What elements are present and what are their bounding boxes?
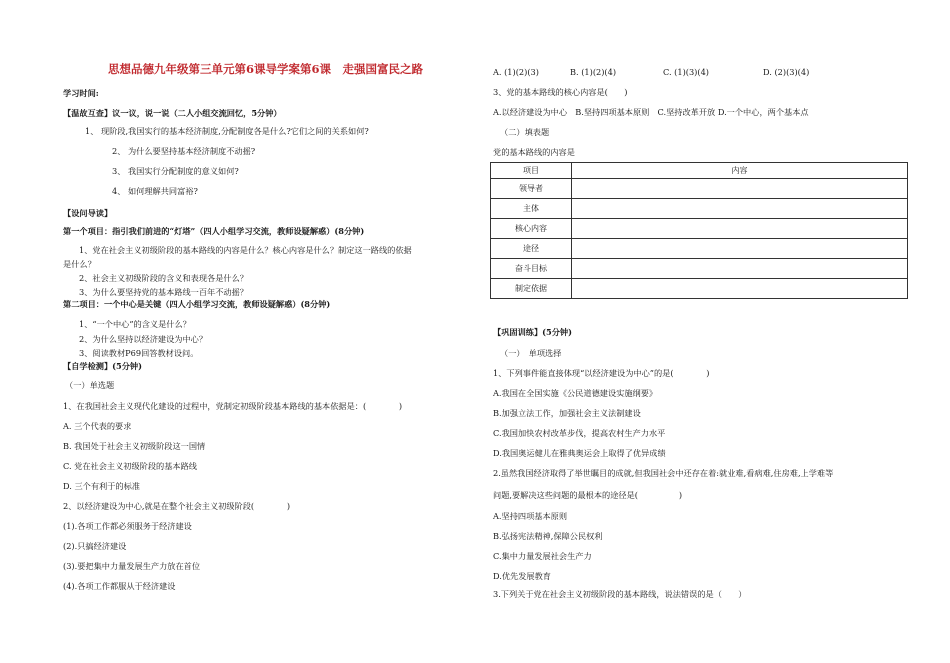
selfcheck-question-3: 3、党的基本路线的核心内容是( )	[493, 87, 628, 97]
table-row-content[interactable]	[572, 199, 908, 219]
table-row	[491, 179, 908, 199]
review-question-4: 4、 如何理解共同富裕?	[112, 186, 198, 196]
practice-q2-option-a: A.坚持四项基本原则	[493, 511, 568, 521]
table-row-label: 途径	[491, 239, 572, 259]
table-row-label: 奋斗目标	[491, 259, 572, 279]
selfcheck-q2-item-1: (1).各项工作都必须服务于经济建设	[63, 521, 192, 531]
route-content-table	[490, 162, 908, 299]
practice-sub1: （一） 单项选择	[500, 348, 562, 358]
selfcheck-q1-option-c: C. 党在社会主义初级阶段的基本路线	[63, 461, 197, 471]
review-question-1: 1、 现阶段,我国实行的基本经济制度,分配制度各是什么?它们之间的关系如何?	[85, 126, 369, 136]
table-row-label: 制定依据	[491, 279, 572, 299]
guide-item1-question-1-cont: 是什么？	[63, 259, 96, 269]
practice-q2-option-d: D.优先发展教育	[493, 571, 551, 581]
selfcheck-sub2: （二）填表题	[500, 127, 550, 137]
guide-item2-question-2: 2、为什么坚持以经济建设为中心？	[79, 334, 208, 344]
table-row	[491, 279, 908, 299]
selfcheck-q2-option-c: C. (1)(3)(4)	[663, 67, 709, 77]
practice-heading: 【巩固训练】(5分钟)	[493, 327, 572, 337]
table-row	[491, 259, 908, 279]
page-title: 思想品德九年级第三单元第6课导学案第6课 走强国富民之路	[108, 62, 424, 76]
practice-q1-option-b: B.加强立法工作，加强社会主义法制建设	[493, 408, 641, 418]
table-header-row	[491, 163, 908, 179]
guide-item1-question-2: 2、社会主义初级阶段的含义和表现各是什么？	[79, 273, 248, 283]
practice-q1-option-a: A.我国在全国实施《公民道德建设实施纲要》	[493, 388, 658, 398]
practice-question-2: 2.虽然我国经济取得了举世瞩目的成就,但我国社会中还存在着:就业难,看病难,住房难,上学难等	[493, 468, 834, 478]
selfcheck-heading: 【自学检测】(5分钟)	[63, 361, 142, 371]
guide-item2-heading: 第二项目：一个中心是关键（四人小组学习交流，教师设疑解惑）(8分钟)	[63, 299, 331, 309]
selfcheck-q2-item-4: (4).各项工作都服从于经济建设	[63, 581, 176, 591]
practice-q2-option-c: C.集中力量发展社会生产力	[493, 551, 592, 561]
guide-item1-question-1: 1、党在社会主义初级阶段的基本路线的内容是什么？核心内容是什么？制定这一路线的依据	[79, 245, 412, 255]
guide-item2-question-1: 1、“一个中心”的含义是什么？	[79, 319, 191, 329]
practice-q1-option-d: D.我国奥运健儿在雅典奥运会上取得了优异成绩	[493, 448, 666, 458]
guide-item1-heading: 第一个项目：指引我们前进的“灯塔”（四人小组学习交流，教师设疑解惑）(8分钟)	[63, 226, 365, 236]
selfcheck-q1-option-d: D. 三个有利于的标准	[63, 481, 140, 491]
selfcheck-q3-options: A.以经济建设为中心 B.坚持四项基本原则 C.坚持改革开放 D.一个中心，两个基本点	[493, 107, 809, 117]
table-row	[491, 239, 908, 259]
study-time-label: 学习时间:	[63, 88, 99, 98]
selfcheck-q2-item-3: (3).要把集中力量发展生产力放在首位	[63, 561, 201, 571]
review-question-2: 2、 为什么要坚持基本经济制度不动摇?	[112, 146, 256, 156]
selfcheck-q2-item-2: (2).只搞经济建设	[63, 541, 127, 551]
table-header-content: 内容	[572, 163, 908, 179]
table-row-content[interactable]	[572, 259, 908, 279]
review-heading: 【温故互查】议一议，说一说（二人小组交流回忆，5分钟）	[63, 108, 282, 118]
table-row	[491, 219, 908, 239]
guide-heading: 【设问导读】	[63, 208, 113, 218]
table-row-content[interactable]	[572, 279, 908, 299]
table-row-label: 领导者	[491, 179, 572, 199]
selfcheck-q1-option-a: A. 三个代表的要求	[63, 421, 132, 431]
practice-q2-option-b: B.弘扬宪法精神,保障公民权利	[493, 531, 603, 541]
table-row	[491, 199, 908, 219]
table-row-content[interactable]	[572, 179, 908, 199]
table-header-item: 项目	[491, 163, 572, 179]
guide-item1-question-3: 3、为什么要坚持党的基本路线一百年不动摇？	[79, 287, 248, 297]
selfcheck-q2-option-d: D. (2)(3)(4)	[763, 67, 810, 77]
selfcheck-q2-option-b: B. (1)(2)(4)	[570, 67, 617, 77]
selfcheck-q1-option-b: B. 我国处于社会主义初级阶段这一国情	[63, 441, 206, 451]
table-intro: 党的基本路线的内容是	[493, 147, 575, 157]
table-row-label: 主体	[491, 199, 572, 219]
selfcheck-question-1: 1、在我国社会主义现代化建设的过程中，党制定初级阶段基本路线的基本依据是：( )	[63, 401, 403, 411]
practice-question-3: 3.下列关于党在社会主义初级阶段的基本路线，说法错误的是（ ）	[493, 589, 747, 599]
table-row-content[interactable]	[572, 239, 908, 259]
table-row-label: 核心内容	[491, 219, 572, 239]
practice-question-1: 1、下列事件能直接体现“以经济建设为中心”的是( )	[493, 368, 710, 378]
guide-item2-question-3: 3、阅读教材P69回答教材设问。	[79, 348, 199, 358]
practice-question-2-cont: 问题,要解决这些问题的最根本的途径是( )	[493, 490, 683, 500]
table-row-content[interactable]	[572, 219, 908, 239]
practice-q1-option-c: C.我国加快农村改革步伐，提高农村生产力水平	[493, 428, 666, 438]
selfcheck-sub1: （一）单选题	[65, 380, 115, 390]
selfcheck-q2-option-a: A. (1)(2)(3)	[493, 67, 539, 77]
review-question-3: 3、 我国实行分配制度的意义如何?	[112, 166, 239, 176]
selfcheck-question-2: 2、以经济建设为中心,就是在整个社会主义初级阶段( )	[63, 501, 291, 511]
